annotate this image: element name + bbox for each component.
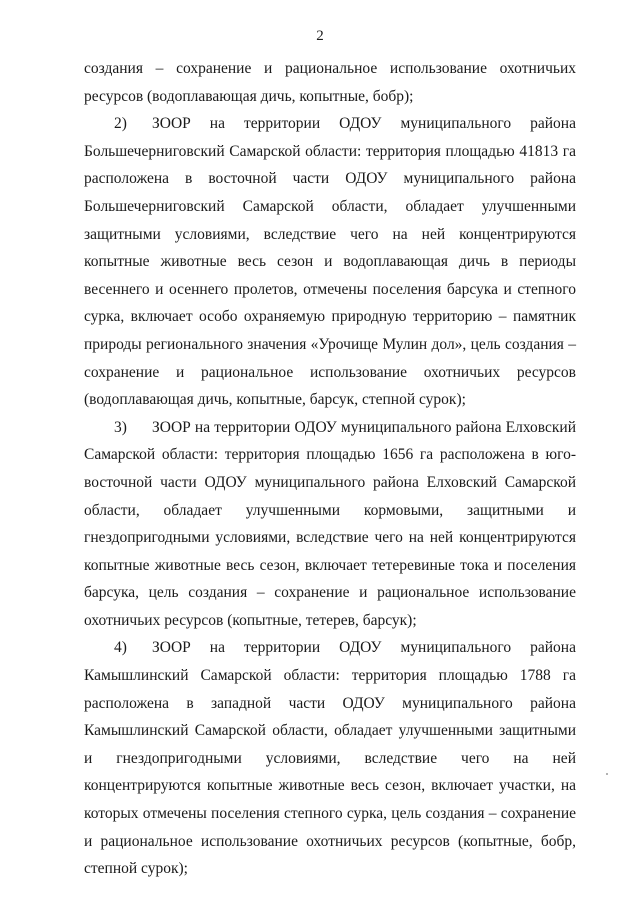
list-item-number: 3) [114, 418, 127, 436]
list-item-number: 4) [114, 639, 127, 657]
scan-speck [606, 773, 608, 775]
paragraph-continuation: создания – сохранение и рациональное использование охотничьих ресурсов (водоплавающая дичь, копытные, бобр); [84, 60, 576, 105]
document-body [84, 55, 576, 883]
list-item-text: ЗООР на территории ОДОУ муниципального района Большечерниговский Самарской области: территория площадью 41813 га расположена в восточной части ОДОУ муниципального района Большечерниговский Самарской области, обладает улучшенными защитными условиями, вследствие чего на ней концентрируются копытные животные весь сезон и водоплавающая дичь в периоды весеннего и осеннего пролетов, отмечены поселения барсука и степного сурка, включает особо охраняемую природную территорию – памятник природы регионального значения «Урочище Мулин дол», цель создания – сохранение и рациональное использование охотничьих ресурсов (водоплавающая дичь, копытные, барсук, степной сурок); [84, 115, 576, 409]
list-item-text: ЗООР на территории ОДОУ муниципального района Елховский Самарской области: территория площадью 1656 га расположена в юго-восточной части ОДОУ муниципального района Елховский Самарской области, обладает улучшенными кормовыми, защитными и гнездопригодными условиями, вследствие чего на ней концентрируются копытные животные весь сезон, включает тетеревиные тока и поселения барсука, цель создания – сохранение и рациональное использование охотничьих ресурсов (копытные, тетерев, барсук); [84, 418, 576, 629]
list-item-number: 2) [114, 115, 127, 133]
page-number: 2 [316, 28, 324, 44]
list-item-4 [84, 634, 576, 882]
list-item-3 [84, 414, 576, 635]
list-item-2 [84, 110, 576, 414]
list-item-text: ЗООР на территории ОДОУ муниципального района Камышлинский Самарской области: территория площадью 1788 га расположена в западной части ОДОУ муниципального района Камышлинский Самарской области, обладает улучшенными защитными и гнездопригодными условиями, вследствие чего на ней концентрируются копытные животные весь сезон, включает участки, на которых отмечены поселения степного сурка, цель создания – сохранение и рациональное использование охотничьих ресурсов (копытные, бобр, степной сурок); [84, 639, 576, 878]
